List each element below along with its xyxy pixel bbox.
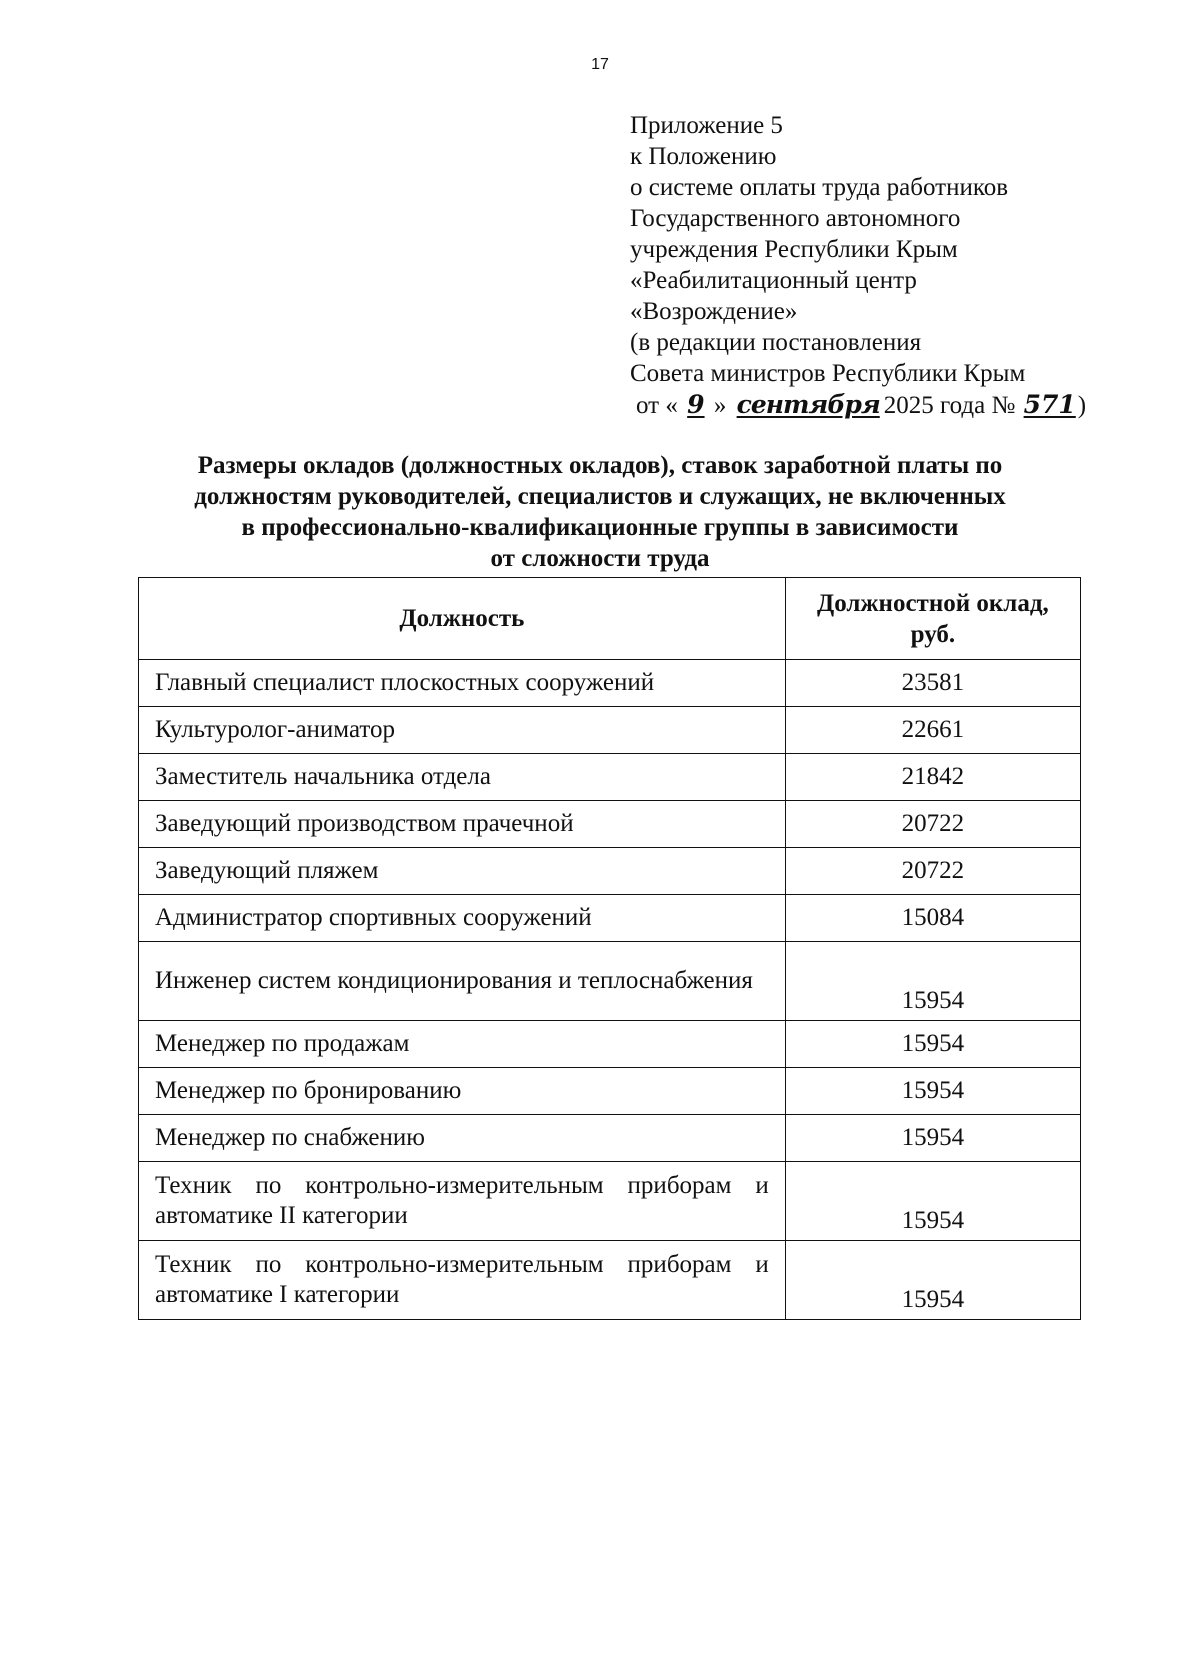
resolution-date-line	[630, 389, 1110, 421]
title-line: должностям руководителей, специалистов и служащих, не включенных	[194, 483, 1006, 510]
salary-cell: 15954	[785, 1068, 1080, 1115]
salary-cell: 15954	[785, 942, 1080, 1021]
page-number: 17	[591, 56, 609, 73]
position-cell: Техник по контрольно-измерительным приборам и автоматике I категории	[139, 1241, 786, 1320]
salary-cell: 15954	[785, 1021, 1080, 1068]
table-row	[139, 1021, 1081, 1068]
handwritten-day: 9	[687, 390, 705, 419]
salary-cell: 23581	[785, 660, 1080, 707]
appendix-block	[630, 110, 1110, 421]
appendix-line: к Положению	[630, 143, 777, 170]
handwritten-month: сентября	[736, 390, 880, 419]
position-cell: Менеджер по снабжению	[139, 1115, 786, 1162]
table-row	[139, 801, 1081, 848]
table-row	[139, 660, 1081, 707]
date-year-text: 2025 года №	[883, 392, 1016, 419]
position-cell: Заведующий пляжем	[139, 848, 786, 895]
date-prefix: от «	[636, 392, 678, 419]
document-title	[110, 450, 1090, 574]
salary-cell: 15954	[785, 1162, 1080, 1241]
table-row	[139, 1241, 1081, 1320]
position-cell: Менеджер по бронированию	[139, 1068, 786, 1115]
salary-cell: 22661	[785, 707, 1080, 754]
position-cell: Менеджер по продажам	[139, 1021, 786, 1068]
salary-cell: 20722	[785, 848, 1080, 895]
title-line: от сложности труда	[490, 545, 710, 572]
title-line: Размеры окладов (должностных окладов), ставок заработной платы по	[197, 452, 1003, 479]
header-salary: Должностной оклад, руб.	[785, 578, 1080, 660]
table-row	[139, 895, 1081, 942]
appendix-line: Государственного автономного	[630, 205, 961, 232]
appendix-line: учреждения Республики Крым	[630, 236, 958, 263]
table-row	[139, 1162, 1081, 1241]
table-row	[139, 1115, 1081, 1162]
salary-cell: 15084	[785, 895, 1080, 942]
table-row	[139, 848, 1081, 895]
appendix-line: (в редакции постановления	[630, 329, 922, 356]
position-cell: Заведующий производством прачечной	[139, 801, 786, 848]
salary-table	[138, 577, 1081, 1320]
appendix-line: «Возрождение»	[630, 298, 798, 325]
position-cell: Культуролог-аниматор	[139, 707, 786, 754]
table-row	[139, 942, 1081, 1021]
table-row	[139, 754, 1081, 801]
appendix-line: «Реабилитационный центр	[630, 267, 917, 294]
position-cell: Инженер систем кондиционирования и теплоснабжения	[139, 942, 786, 1021]
salary-cell: 15954	[785, 1115, 1080, 1162]
salary-cell: 15954	[785, 1241, 1080, 1320]
date-suffix: )	[1077, 392, 1087, 419]
handwritten-number: 571	[1023, 390, 1076, 419]
appendix-line: Приложение 5	[630, 112, 783, 139]
table-row	[139, 707, 1081, 754]
title-line: в профессионально-квалификационные группы в зависимости	[241, 514, 959, 541]
position-cell: Главный специалист плоскостных сооружений	[139, 660, 786, 707]
position-cell: Техник по контрольно-измерительным приборам и автоматике II категории	[139, 1162, 786, 1241]
header-position: Должность	[139, 578, 786, 660]
table-row	[139, 1068, 1081, 1115]
position-cell: Администратор спортивных сооружений	[139, 895, 786, 942]
salary-cell: 21842	[785, 754, 1080, 801]
appendix-line: о системе оплаты труда работников	[630, 174, 1009, 201]
table-header-row	[139, 578, 1081, 660]
salary-cell: 20722	[785, 801, 1080, 848]
position-cell: Заместитель начальника отдела	[139, 754, 786, 801]
date-mid: »	[713, 392, 727, 419]
appendix-line: Совета министров Республики Крым	[630, 360, 1026, 387]
